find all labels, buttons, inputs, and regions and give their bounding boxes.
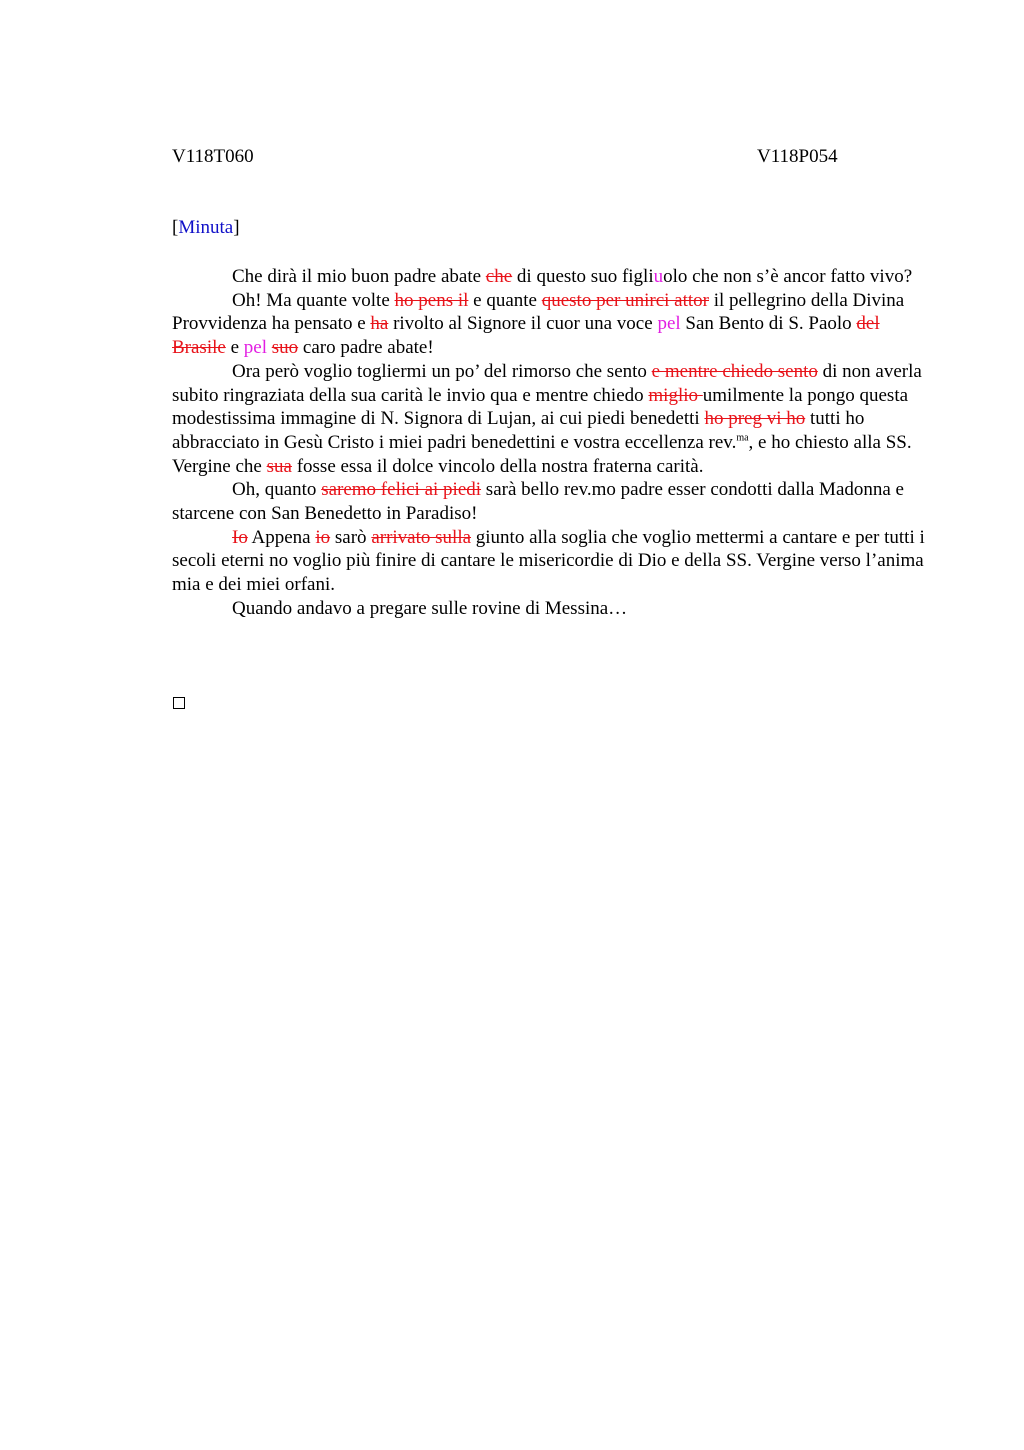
deleted-text: sua: [266, 455, 292, 477]
text-run: il pellegrino della Divina Provvidenza ha pensato e: [172, 289, 905, 335]
text-run: e quante: [468, 289, 542, 311]
text-run: olo che non s’è ancor fatto vivo?: [663, 266, 913, 287]
deleted-text: ho preg vi ho: [704, 408, 806, 430]
text-run: sarò: [330, 526, 372, 548]
deleted-text: che: [485, 266, 513, 287]
deleted-text: ha: [370, 313, 389, 335]
letter-body: [172, 265, 932, 621]
superscript-text: ma: [736, 432, 749, 444]
document-type-label: [172, 217, 240, 239]
text-run: sarà bello rev.mo padre esser condotti dalla Madonna e starcene con San Benedetto in Paradiso!: [172, 479, 904, 525]
inserted-text: pel: [657, 313, 681, 335]
text-run: e: [225, 337, 244, 359]
text-run: , e ho chiesto alla SS. Vergine che: [172, 431, 912, 477]
text-run: fosse essa il dolce vincolo della nostra fraterna carità.: [291, 455, 704, 477]
text-run: tutti ho abbracciato in Gesù Cristo i miei padri benedettini e vostra eccellenza rev.: [172, 408, 865, 453]
deleted-text: suo: [271, 337, 299, 359]
document-code-right: V118P054: [757, 146, 838, 167]
deleted-text: Io: [232, 526, 248, 548]
deleted-text: del Brasile: [172, 313, 880, 359]
document-code-left: V118T060: [172, 146, 254, 167]
text-run: caro padre abate!: [298, 337, 434, 359]
text-run: umilmente la pongo questa modestissima immagine di N. Signora di Lujan, ai cui piedi benedetti: [172, 384, 909, 430]
deleted-text: io: [315, 526, 331, 548]
text-run: Quando andavo a pregare sulle rovine di Messina…: [232, 597, 628, 619]
text-run: San Bento di S. Paolo: [680, 313, 857, 335]
text-run: Appena: [247, 526, 316, 548]
deleted-text: e mentre chiedo sento: [651, 360, 818, 382]
text-run: di non averla subito ringraziata della sua carità le invio qua e mentre chiedo: [172, 360, 922, 406]
inserted-text: u: [653, 266, 664, 287]
square-outline-icon: [173, 697, 185, 709]
inserted-text: pel: [243, 337, 267, 359]
label-bracket-close: ]: [233, 217, 240, 238]
text-run: rivolto al Signore il cuor una voce: [388, 313, 658, 335]
deleted-text: arrivato sulla: [371, 526, 472, 548]
deleted-text: ho pens il: [394, 289, 469, 311]
label-minuta: Minuta: [178, 217, 234, 238]
paragraph-1: [172, 265, 932, 289]
text-run: Oh, quanto: [232, 479, 322, 501]
label-bracket-open: [: [172, 217, 179, 238]
text-run: Che dirà il mio buon padre abate: [232, 266, 486, 287]
paragraph-6: [172, 597, 932, 621]
text-run: Oh! Ma quante volte: [232, 289, 395, 311]
paragraph-2: [172, 289, 932, 360]
deleted-text: saremo felici ai piedi: [321, 479, 482, 501]
deleted-text: questo per unirci attor: [541, 289, 709, 311]
text-run: Ora però voglio togliermi un po’ del rimorso che sento: [232, 360, 652, 382]
text-run: di questo suo figli: [512, 266, 654, 287]
deleted-text: miglio: [648, 384, 703, 406]
paragraph-3: [172, 360, 932, 479]
text-run: giunto alla soglia che voglio mettermi a cantare e per tutti i secoli eterni no voglio più finire di cantare le misericordie di Dio e della SS. Vergine verso l’anima mia e dei miei orfani.: [172, 526, 925, 596]
paragraph-5: [172, 526, 932, 597]
paragraph-4: [172, 478, 932, 525]
